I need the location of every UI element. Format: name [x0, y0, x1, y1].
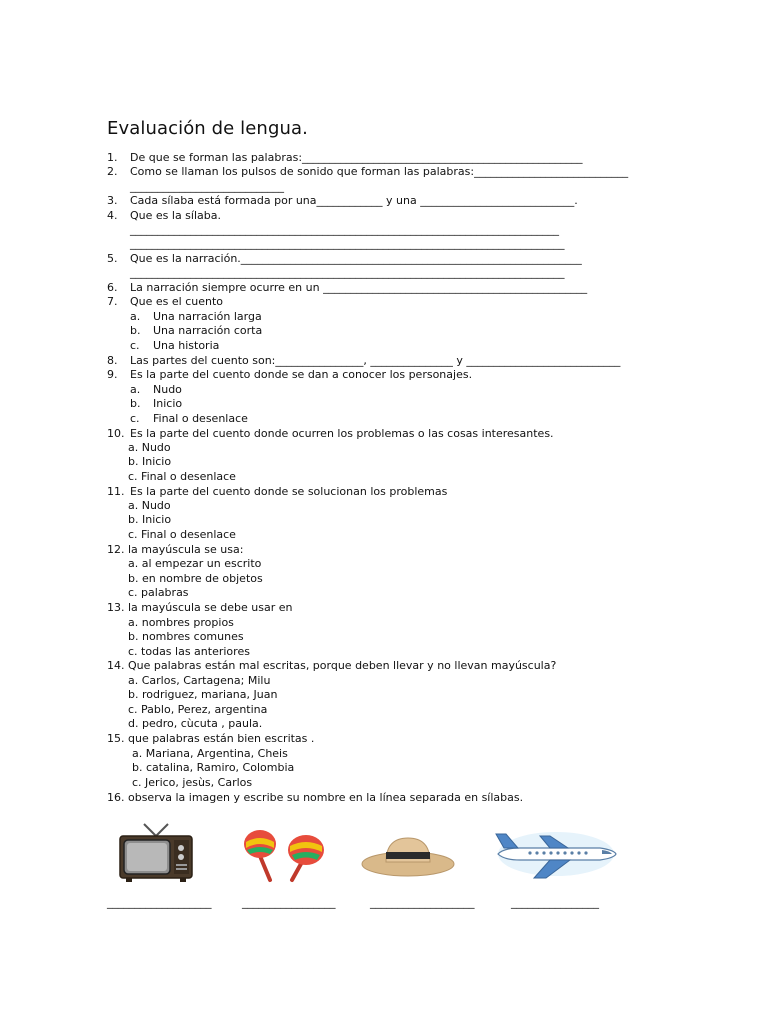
airplane-icon — [490, 826, 622, 880]
answer-line-3[interactable]: ___________________ — [370, 896, 475, 909]
tv-icon — [118, 822, 194, 882]
page-title: Evaluación de lengua. — [107, 118, 308, 139]
worksheet-page: Evaluación de lengua. 1. De que se forman las palabras:___________________________________________________ 2. Como se llaman los pulsos de sonido que forman las palabras:____________________________ ____________________________ 3. Cada sílaba está formada por una____________ y una ____________________________. 4. Que es la sílaba. ______________________________________________________________________________ _______________________________________________________________________________ 5. Que es la narración.______________________________________________________________ _______________________________________________________________________________ 6. La narración siempre ocurre en un ________________________________________________ 7. Que es el cuento a. Una narración larga b. Una narración corta c. Una historia 8. Las partes del cuento son:________________, _______________ y ____________________________ 9. Es la parte del cuento donde se dan a conocer los personajes. a. Nudo b. Inicio c. Final o desenlace 10. Es la parte del cuento donde ocurren los problemas o las cosas interesantes. a. Nudo b. Inicio c. Final o desenlace 11. Es la parte del cuento donde se solucionan los problemas a. Nudo b. Inicio c. Final o desenlace 12. la mayúscula se usa: a. al empezar un escrito b. en nombre de objetos c. palabras 13. la mayúscula se debe usar en a. nombres propios b. nombres comunes c. todas las anteriores 14. Que palabras están mal escritas, porque deben llevar y no llevan mayúscula? a. Carlos, Cartagena; Milu b. rodriguez, mariana, Juan c. Pablo, Perez, argentina d. pedro, cùcuta , paula. 15. que palabras están bien escritas . a. Mariana, Argentina, Cheis b. catalina, Ramiro, Colombia c. Jerico, jesùs, Carlos 16. observa la imagen y escribe su nombre en la línea separada en sílabas. ___________________ _________________ ___________________ ________________ — [0, 0, 768, 1024]
maracas-icon — [240, 824, 330, 884]
hat-icon — [360, 832, 456, 878]
answer-line-2[interactable]: _________________ — [242, 896, 336, 909]
image-row — [0, 820, 768, 890]
answer-line-4[interactable]: ________________ — [511, 896, 599, 909]
answer-line-1[interactable]: ___________________ — [107, 896, 212, 909]
